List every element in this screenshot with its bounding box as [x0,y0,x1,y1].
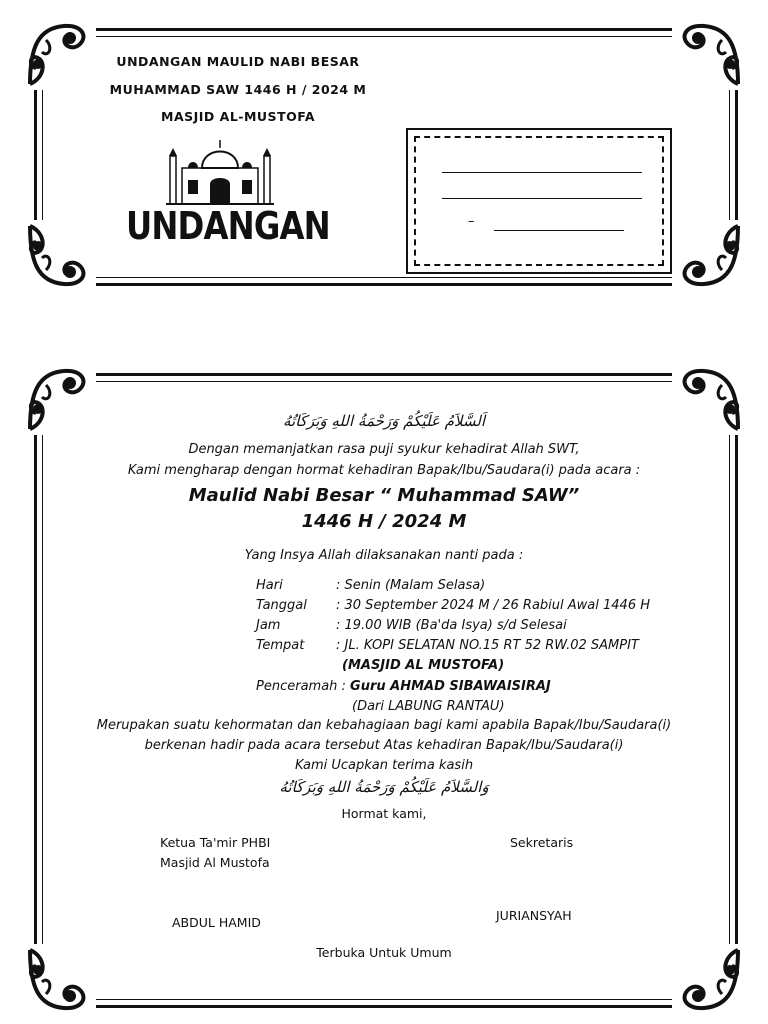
detail-value-tanggal: : 30 September 2024 M / 26 Rabiul Awal 1446 H [336,598,650,613]
schedule-intro: Yang Insya Allah dilaksanakan nanti pada : [244,548,524,563]
address-box [406,128,672,274]
corner-ornament-icon [672,220,744,292]
left-signatory-title-2: Masjid Al Mustofa [160,855,270,870]
detail-label-tanggal: Tanggal [256,598,307,613]
corner-ornament-icon [24,220,96,292]
cover-heading-1: UNDANGAN MAULID NABI BESAR [116,54,360,69]
closing-line-1: Merupakan suatu kehormatan dan kebahagiaan bagi kami apabila Bapak/Ibu/Saudara(i) [96,718,672,733]
corner-ornament-icon [672,944,744,1016]
speaker-name: Guru AHMAD SIBAWAISIRAJ [350,679,551,694]
salam-closing: وَالسَّلاَمُ عَلَيْكُمْ وَرَحْمَةُ اللهِ وَبَرَكَاتُهُ [279,778,489,796]
right-signatory-title: Sekretaris [510,835,574,850]
intro-line-2: Kami mengharap dengan hormat kehadiran Bapak/Ibu/Saudara(i) pada acara : [127,463,641,478]
closing-line-3: Kami Ucapkan terima kasih [294,758,474,773]
detail-value-jam: : 19.00 WIB (Ba'da Isya) s/d Selesai [336,618,567,633]
detail-label-tempat: Tempat [256,638,305,653]
left-signatory-name: ABDUL HAMID [172,915,261,930]
venue-name: (MASJID AL MUSTOFA) [342,658,505,673]
corner-ornament-icon [672,363,744,435]
cover-heading-3: MASJID AL-MUSTOFA [161,109,315,124]
mosque-icon [166,134,274,206]
speaker-line [256,679,551,694]
address-line [442,198,642,199]
salam-opening: اَلسَّلاَمُ عَلَيْكُمْ وَرَحْمَةُ اللهِ وَبَرَكَاتُهُ [283,412,485,430]
left-signatory-title-1: Ketua Ta'mir PHBI [160,835,271,850]
detail-value-tempat: : JL. KOPI SELATAN NO.15 RT 52 RW.02 SAMPIT [336,638,639,653]
intro-line-1: Dengan memanjatkan rasa puji syukur kehadirat Allah SWT, [188,442,580,457]
regards-text: Hormat kami, [341,806,427,821]
address-dash: – [468,214,475,229]
event-year: 1446 H / 2024 M [301,511,467,532]
corner-ornament-icon [24,944,96,1016]
address-line [494,230,624,231]
event-title: Maulid Nabi Besar “ Muhammad SAW” [188,485,580,506]
address-box-inner-border [414,136,664,266]
undangan-logo-text: UNDANGAN [126,204,330,248]
speaker-label: Penceramah : [256,679,351,694]
cover-heading-2: MUHAMMAD SAW 1446 H / 2024 M [109,82,367,97]
corner-ornament-icon [672,18,744,90]
corner-ornament-icon [24,18,96,90]
detail-label-hari: Hari [256,578,283,593]
speaker-origin: (Dari LABUNG RANTAU) [352,699,505,714]
right-signatory-name: JURIANSYAH [496,908,572,923]
closing-line-2: berkenan hadir pada acara tersebut Atas kehadiran Bapak/Ibu/Saudara(i) [144,738,624,753]
footer-note: Terbuka Untuk Umum [316,945,452,960]
address-line [442,172,642,173]
corner-ornament-icon [24,363,96,435]
detail-value-hari: : Senin (Malam Selasa) [336,578,486,593]
detail-label-jam: Jam [256,618,281,633]
